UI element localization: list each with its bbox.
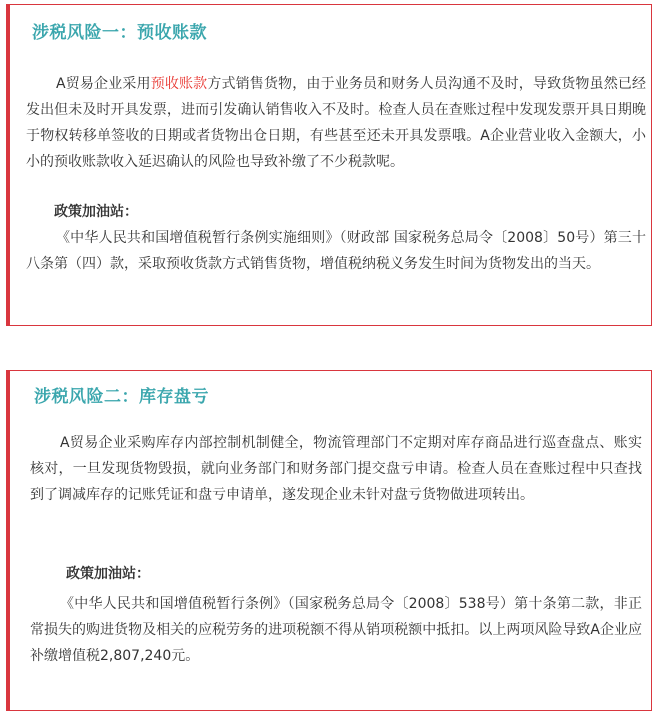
risk-1-title: 涉税风险一：预收账款	[32, 23, 207, 43]
risk-1-highlight: 预收账款	[150, 76, 208, 92]
risk-2-policy-text: 《中华人民共和国增值税暂行条例》（国家税务总局令〔2008〕538号）第十条第二款，非正常损失的购进货物及相关的应税劳务的进项税额不得从销项税额中抵扣。以上两项风险导致A企业应补缴增值税2,807,240元。	[30, 596, 642, 664]
risk-card-1	[6, 4, 652, 326]
risk-2-paragraph: A贸易企业采购库存内部控制机制健全，物流管理部门不定期对库存商品进行巡查盘点、账实核对，一旦发现货物毁损，就向业务部门和财务部门提交盘亏申请。检查人员在查账过程中只查找到了调减库存的记账凭证和盘亏申请单，遂发现企业未针对盘亏货物做进项转出。	[30, 435, 642, 503]
risk-1-paragraph	[26, 71, 646, 175]
risk-1-text-start: A贸易企业采用	[56, 76, 151, 92]
risk-1-policy-text: 《中华人民共和国增值税暂行条例实施细则》（财政部 国家税务总局令〔2008〕50号）第三十八条第（四）款，采取预收货款方式销售货物，增值税纳税义务发生时间为货物发出的当天。	[26, 230, 646, 272]
risk-2-policy-label: 政策加油站：	[66, 566, 150, 582]
risk-1-text-end: 方式销售货物，由于业务员和财务人员沟通不及时，导致货物虽然已经发出但未及时开具发票，进而引发确认销售收入不及时。检查人员在查账过程中发现发票开具日期晚于物权转移单签收的日期或者货物出仓日期，有些甚至还未开具发票哦。A企业营业收入金额大，小小的预收账款收入延迟确认的风险也导致补缴了不少税款呢。	[26, 76, 647, 170]
risk-1-policy-label: 政策加油站：	[54, 204, 138, 220]
risk-card-2	[6, 370, 652, 711]
risk-2-title: 涉税风险二：库存盘亏	[34, 387, 209, 407]
